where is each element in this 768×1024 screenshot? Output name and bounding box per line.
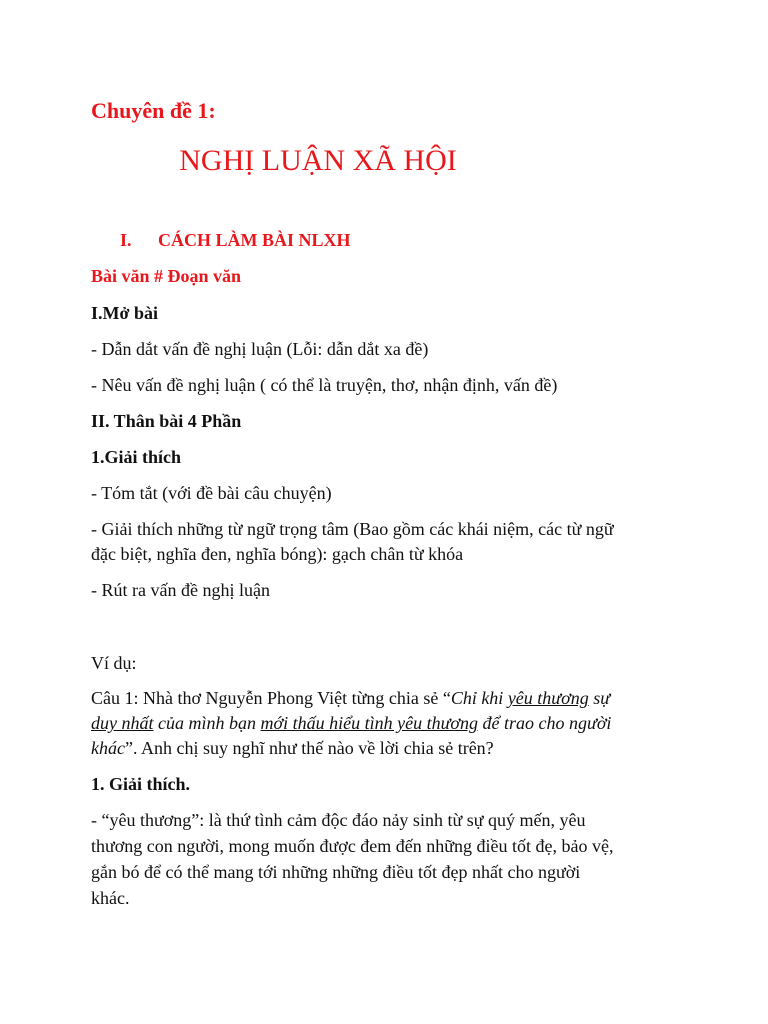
explain-item: - Giải thích những từ ngữ trọng tâm (Bao gồm các khái niệm, các từ ngữ — [91, 519, 614, 539]
intro-heading: I.Mở bài — [91, 303, 158, 323]
quote-text: khác — [91, 738, 125, 758]
section-number: I. — [120, 230, 132, 250]
keyword-underlined: duy nhất — [91, 713, 154, 733]
explain-heading: 1.Giải thích — [91, 447, 182, 467]
section-title: CÁCH LÀM BÀI NLXH — [158, 230, 351, 250]
essay-type-heading: Bài văn # Đoạn văn — [91, 266, 242, 286]
quote-text: Chỉ khi — [450, 688, 508, 708]
question-text: Câu 1: Nhà thơ Nguyễn Phong Việt từng chia sẻ “ — [91, 688, 451, 708]
definition-line: thương con người, mong muốn được đem đến những điều tốt đẹ, bảo vệ, — [91, 836, 614, 856]
definition-line: khác. — [91, 888, 130, 908]
question-line — [91, 712, 611, 734]
topic-label: Chuyên đề 1: — [91, 98, 216, 123]
explain-item: - Tóm tắt (với đề bài câu chuyện) — [91, 483, 332, 503]
quote-text: của mình bạn — [153, 713, 261, 733]
body-heading: II. Thân bài 4 Phần — [91, 411, 242, 431]
question-text: ”. Anh chị suy nghĩ như thế nào về lời chia sẻ trên? — [124, 738, 494, 758]
explain-item-continued: đặc biệt, nghĩa đen, nghĩa bóng): gạch chân từ khóa — [91, 544, 464, 564]
main-title: NGHỊ LUẬN XÃ HỘI — [179, 144, 457, 177]
definition-line: - “yêu thương”: là thứ tình cảm độc đáo nảy sinh từ sự quý mến, yêu — [91, 810, 586, 830]
quote-text: để trao cho người — [478, 713, 612, 733]
intro-item: - Nêu vấn đề nghị luận ( có thể là truyện, thơ, nhận định, vấn đề) — [91, 375, 558, 395]
explain-item: - Rút ra vấn đề nghị luận — [91, 580, 270, 600]
keyword-underlined: mới thấu hiểu tình yêu thương — [260, 713, 479, 733]
keyword-underlined: yêu thương — [507, 688, 589, 708]
explain-heading-2: 1. Giải thích. — [91, 774, 191, 794]
intro-item: - Dẫn dắt vấn đề nghị luận (Lỗi: dẫn dắt xa đề) — [91, 339, 429, 359]
question-line — [91, 737, 494, 759]
quote-text: sự — [588, 688, 611, 708]
example-label: Ví dụ: — [91, 653, 137, 673]
definition-line: gắn bó để có thể mang tới những những điều tốt đẹp nhất cho người — [91, 862, 581, 882]
question-line — [91, 687, 610, 709]
